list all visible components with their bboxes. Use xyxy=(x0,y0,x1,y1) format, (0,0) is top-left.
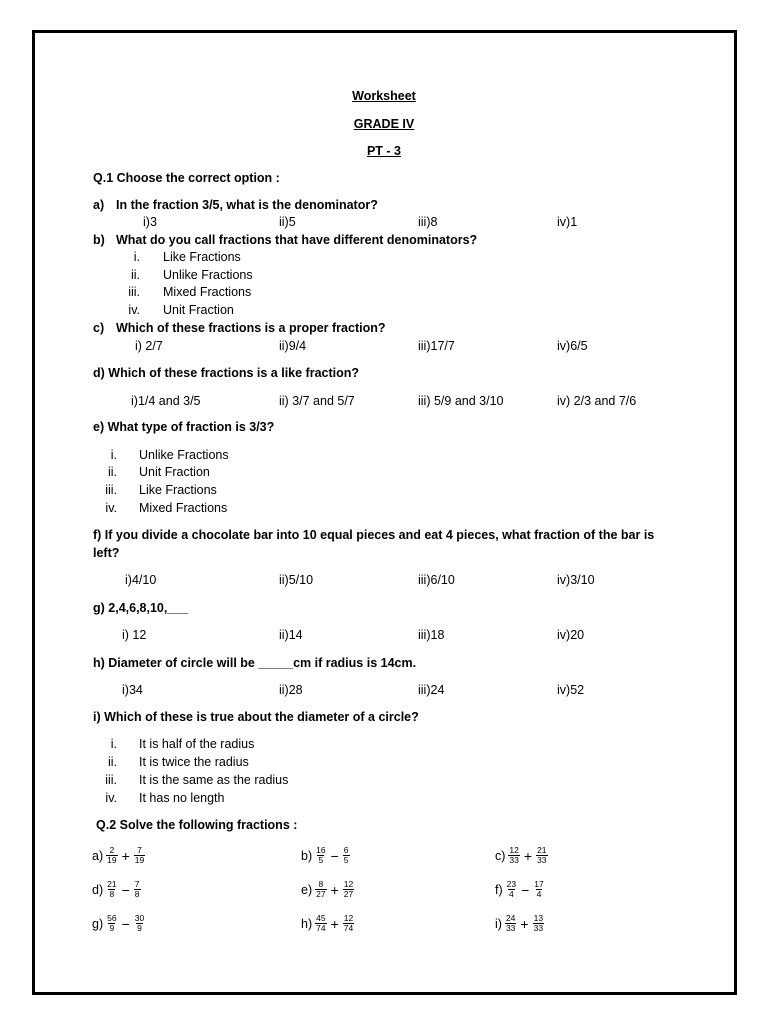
operator: + xyxy=(121,847,130,864)
denominator: 27 xyxy=(343,889,354,899)
qi-marker: i. xyxy=(110,737,117,751)
denominator: 5 xyxy=(343,855,349,865)
fraction xyxy=(343,846,350,865)
numerator: 8 xyxy=(318,879,324,889)
qg-option: iii)18 xyxy=(418,628,445,642)
qi-item: It has no length xyxy=(139,791,225,805)
numerator: 24 xyxy=(505,913,516,923)
problem-label: i) xyxy=(495,916,502,931)
qh-option: iii)24 xyxy=(418,683,445,697)
qa-option: iii)8 xyxy=(418,215,438,229)
numerator: 12 xyxy=(343,913,354,923)
denominator: 5 xyxy=(318,855,324,865)
operator: + xyxy=(330,881,339,898)
problem-label: f) xyxy=(495,882,503,897)
denominator: 33 xyxy=(533,923,544,933)
qg-option: iv)20 xyxy=(557,628,585,642)
worksheet-title: Worksheet xyxy=(352,89,416,103)
qa-label: a) xyxy=(93,198,105,212)
qf-text-cont: left? xyxy=(93,546,120,560)
fraction-problem xyxy=(301,846,351,865)
qe-text: e) What type of fraction is 3/3? xyxy=(93,420,275,434)
qi-marker: ii. xyxy=(107,755,117,769)
numerator: 21 xyxy=(537,845,547,855)
operator: + xyxy=(330,915,339,932)
qb-item: Unit Fraction xyxy=(163,303,234,317)
qd-option: i)1/4 and 3/5 xyxy=(131,394,201,408)
qe-marker: iii. xyxy=(105,483,117,497)
denominator: 33 xyxy=(537,855,547,865)
problem-label: c) xyxy=(495,848,506,863)
qa-option: ii)5 xyxy=(279,215,296,229)
fraction-problem xyxy=(495,914,545,933)
numerator: 12 xyxy=(509,845,519,855)
numerator: 56 xyxy=(107,913,117,923)
numerator: 2 xyxy=(109,845,115,855)
qc-label: c) xyxy=(93,321,105,335)
fraction-problem xyxy=(495,880,546,899)
qc-option: ii)9/4 xyxy=(279,339,307,353)
fraction xyxy=(343,880,354,899)
qg-option: i) 12 xyxy=(122,628,147,642)
qe-item: Like Fractions xyxy=(139,483,217,497)
qc-text: Which of these fractions is a proper fraction? xyxy=(116,321,386,335)
qd-option: ii) 3/7 and 5/7 xyxy=(279,394,355,408)
q2-heading: Q.2 Solve the following fractions : xyxy=(96,818,298,832)
qi-item: It is twice the radius xyxy=(139,755,249,769)
fraction xyxy=(343,914,354,933)
qf-text: f) If you divide a chocolate bar into 10 equal pieces and eat 4 pieces, what fraction of the bar is xyxy=(93,528,655,542)
qg-option: ii)14 xyxy=(279,628,303,642)
numerator: 21 xyxy=(107,879,117,889)
qc-option: i) 2/7 xyxy=(135,339,163,353)
fraction xyxy=(315,846,326,865)
qe-item: Unlike Fractions xyxy=(139,448,229,462)
qf-option: iv)3/10 xyxy=(557,573,595,587)
numerator: 6 xyxy=(343,845,349,855)
qc-option: iv)6/5 xyxy=(557,339,588,353)
fraction-problem xyxy=(495,846,549,865)
denominator: 27 xyxy=(316,889,326,899)
operator: − xyxy=(521,881,530,898)
qb-marker: iii. xyxy=(128,285,140,299)
qb-text: What do you call fractions that have different denominators? xyxy=(116,233,478,247)
qb-label: b) xyxy=(93,233,105,247)
fraction xyxy=(505,914,516,933)
qe-marker: iv. xyxy=(105,501,117,515)
operator: − xyxy=(121,915,130,932)
operator: − xyxy=(121,881,130,898)
qf-option: ii)5/10 xyxy=(279,573,314,587)
problem-label: b) xyxy=(301,848,313,863)
fraction xyxy=(106,914,117,933)
qi-marker: iv. xyxy=(105,791,117,805)
denominator: 9 xyxy=(109,923,115,933)
qg-text: g) 2,4,6,8,10,___ xyxy=(93,601,189,615)
fraction xyxy=(536,846,547,865)
numerator: 16 xyxy=(316,845,326,855)
fraction-problem xyxy=(301,880,355,899)
problem-label: d) xyxy=(92,882,104,897)
fraction-problem xyxy=(92,914,146,933)
qd-option: iv) 2/3 and 7/6 xyxy=(557,394,637,408)
denominator: 4 xyxy=(536,889,542,899)
problem-label: e) xyxy=(301,882,313,897)
numerator: 12 xyxy=(343,879,354,889)
qi-text: i) Which of these is true about the diameter of a circle? xyxy=(93,710,419,724)
qi-item: It is half of the radius xyxy=(139,737,255,751)
qb-marker: ii. xyxy=(130,268,140,282)
numerator: 23 xyxy=(506,879,517,889)
problem-label: h) xyxy=(301,916,313,931)
denominator: 8 xyxy=(109,889,115,899)
operator: − xyxy=(330,847,339,864)
qh-text: h) Diameter of circle will be _____cm if radius is 14cm. xyxy=(93,656,417,670)
qi-marker: iii. xyxy=(105,773,117,787)
qi-item: It is the same as the radius xyxy=(139,773,289,787)
qe-marker: i. xyxy=(110,448,117,462)
denominator: 19 xyxy=(107,855,117,865)
qc-option: iii)17/7 xyxy=(418,339,455,353)
test-label: PT - 3 xyxy=(366,144,402,158)
denominator: 9 xyxy=(137,923,142,933)
qf-option: i)4/10 xyxy=(125,573,157,587)
fraction xyxy=(533,880,544,899)
qb-marker: i. xyxy=(133,250,140,264)
problem-label: a) xyxy=(92,848,104,863)
problem-label: g) xyxy=(92,916,104,931)
qe-item: Unit Fraction xyxy=(139,465,210,479)
qe-item: Mixed Fractions xyxy=(139,501,228,515)
fraction xyxy=(134,880,141,899)
q1-heading: Q.1 Choose the correct option : xyxy=(93,171,280,185)
fraction-problem xyxy=(301,914,355,933)
numerator: 45 xyxy=(316,913,326,923)
qd-text: d) Which of these fractions is a like fraction? xyxy=(93,366,360,380)
fraction xyxy=(506,880,517,899)
qb-item: Unlike Fractions xyxy=(163,268,253,282)
qb-item: Like Fractions xyxy=(163,250,241,264)
fraction xyxy=(106,846,117,865)
numerator: 17 xyxy=(534,879,544,889)
fraction xyxy=(533,914,544,933)
numerator: 30 xyxy=(134,913,145,923)
fraction xyxy=(508,846,519,865)
qa-option: iv)1 xyxy=(557,215,578,229)
qh-option: ii)28 xyxy=(279,683,303,697)
fraction-problem xyxy=(92,846,146,865)
operator: + xyxy=(520,915,529,932)
numerator: 7 xyxy=(134,879,140,889)
qf-option: iii)6/10 xyxy=(418,573,455,587)
fraction xyxy=(134,914,145,933)
qd-option: iii) 5/9 and 3/10 xyxy=(418,394,504,408)
denominator: 33 xyxy=(505,923,516,933)
qa-text: In the fraction 3/5, what is the denominator? xyxy=(116,198,378,212)
operator: + xyxy=(523,847,533,864)
denominator: 33 xyxy=(509,855,519,865)
denominator: 8 xyxy=(134,889,140,899)
fraction xyxy=(315,880,326,899)
qe-marker: ii. xyxy=(107,465,117,479)
numerator: 7 xyxy=(137,845,142,855)
denominator: 74 xyxy=(316,923,326,933)
fraction-problem xyxy=(92,880,142,899)
denominator: 74 xyxy=(343,923,354,933)
numerator: 13 xyxy=(533,913,544,923)
fraction xyxy=(315,914,326,933)
qh-option: iv)52 xyxy=(557,683,585,697)
qh-option: i)34 xyxy=(122,683,143,697)
grade-label: GRADE IV xyxy=(353,117,415,131)
denominator: 4 xyxy=(509,889,514,899)
qa-option: i)3 xyxy=(143,215,157,229)
denominator: 19 xyxy=(134,855,145,865)
fraction xyxy=(106,880,117,899)
qb-item: Mixed Fractions xyxy=(163,285,252,299)
qb-marker: iv. xyxy=(128,303,140,317)
fraction xyxy=(134,846,145,865)
